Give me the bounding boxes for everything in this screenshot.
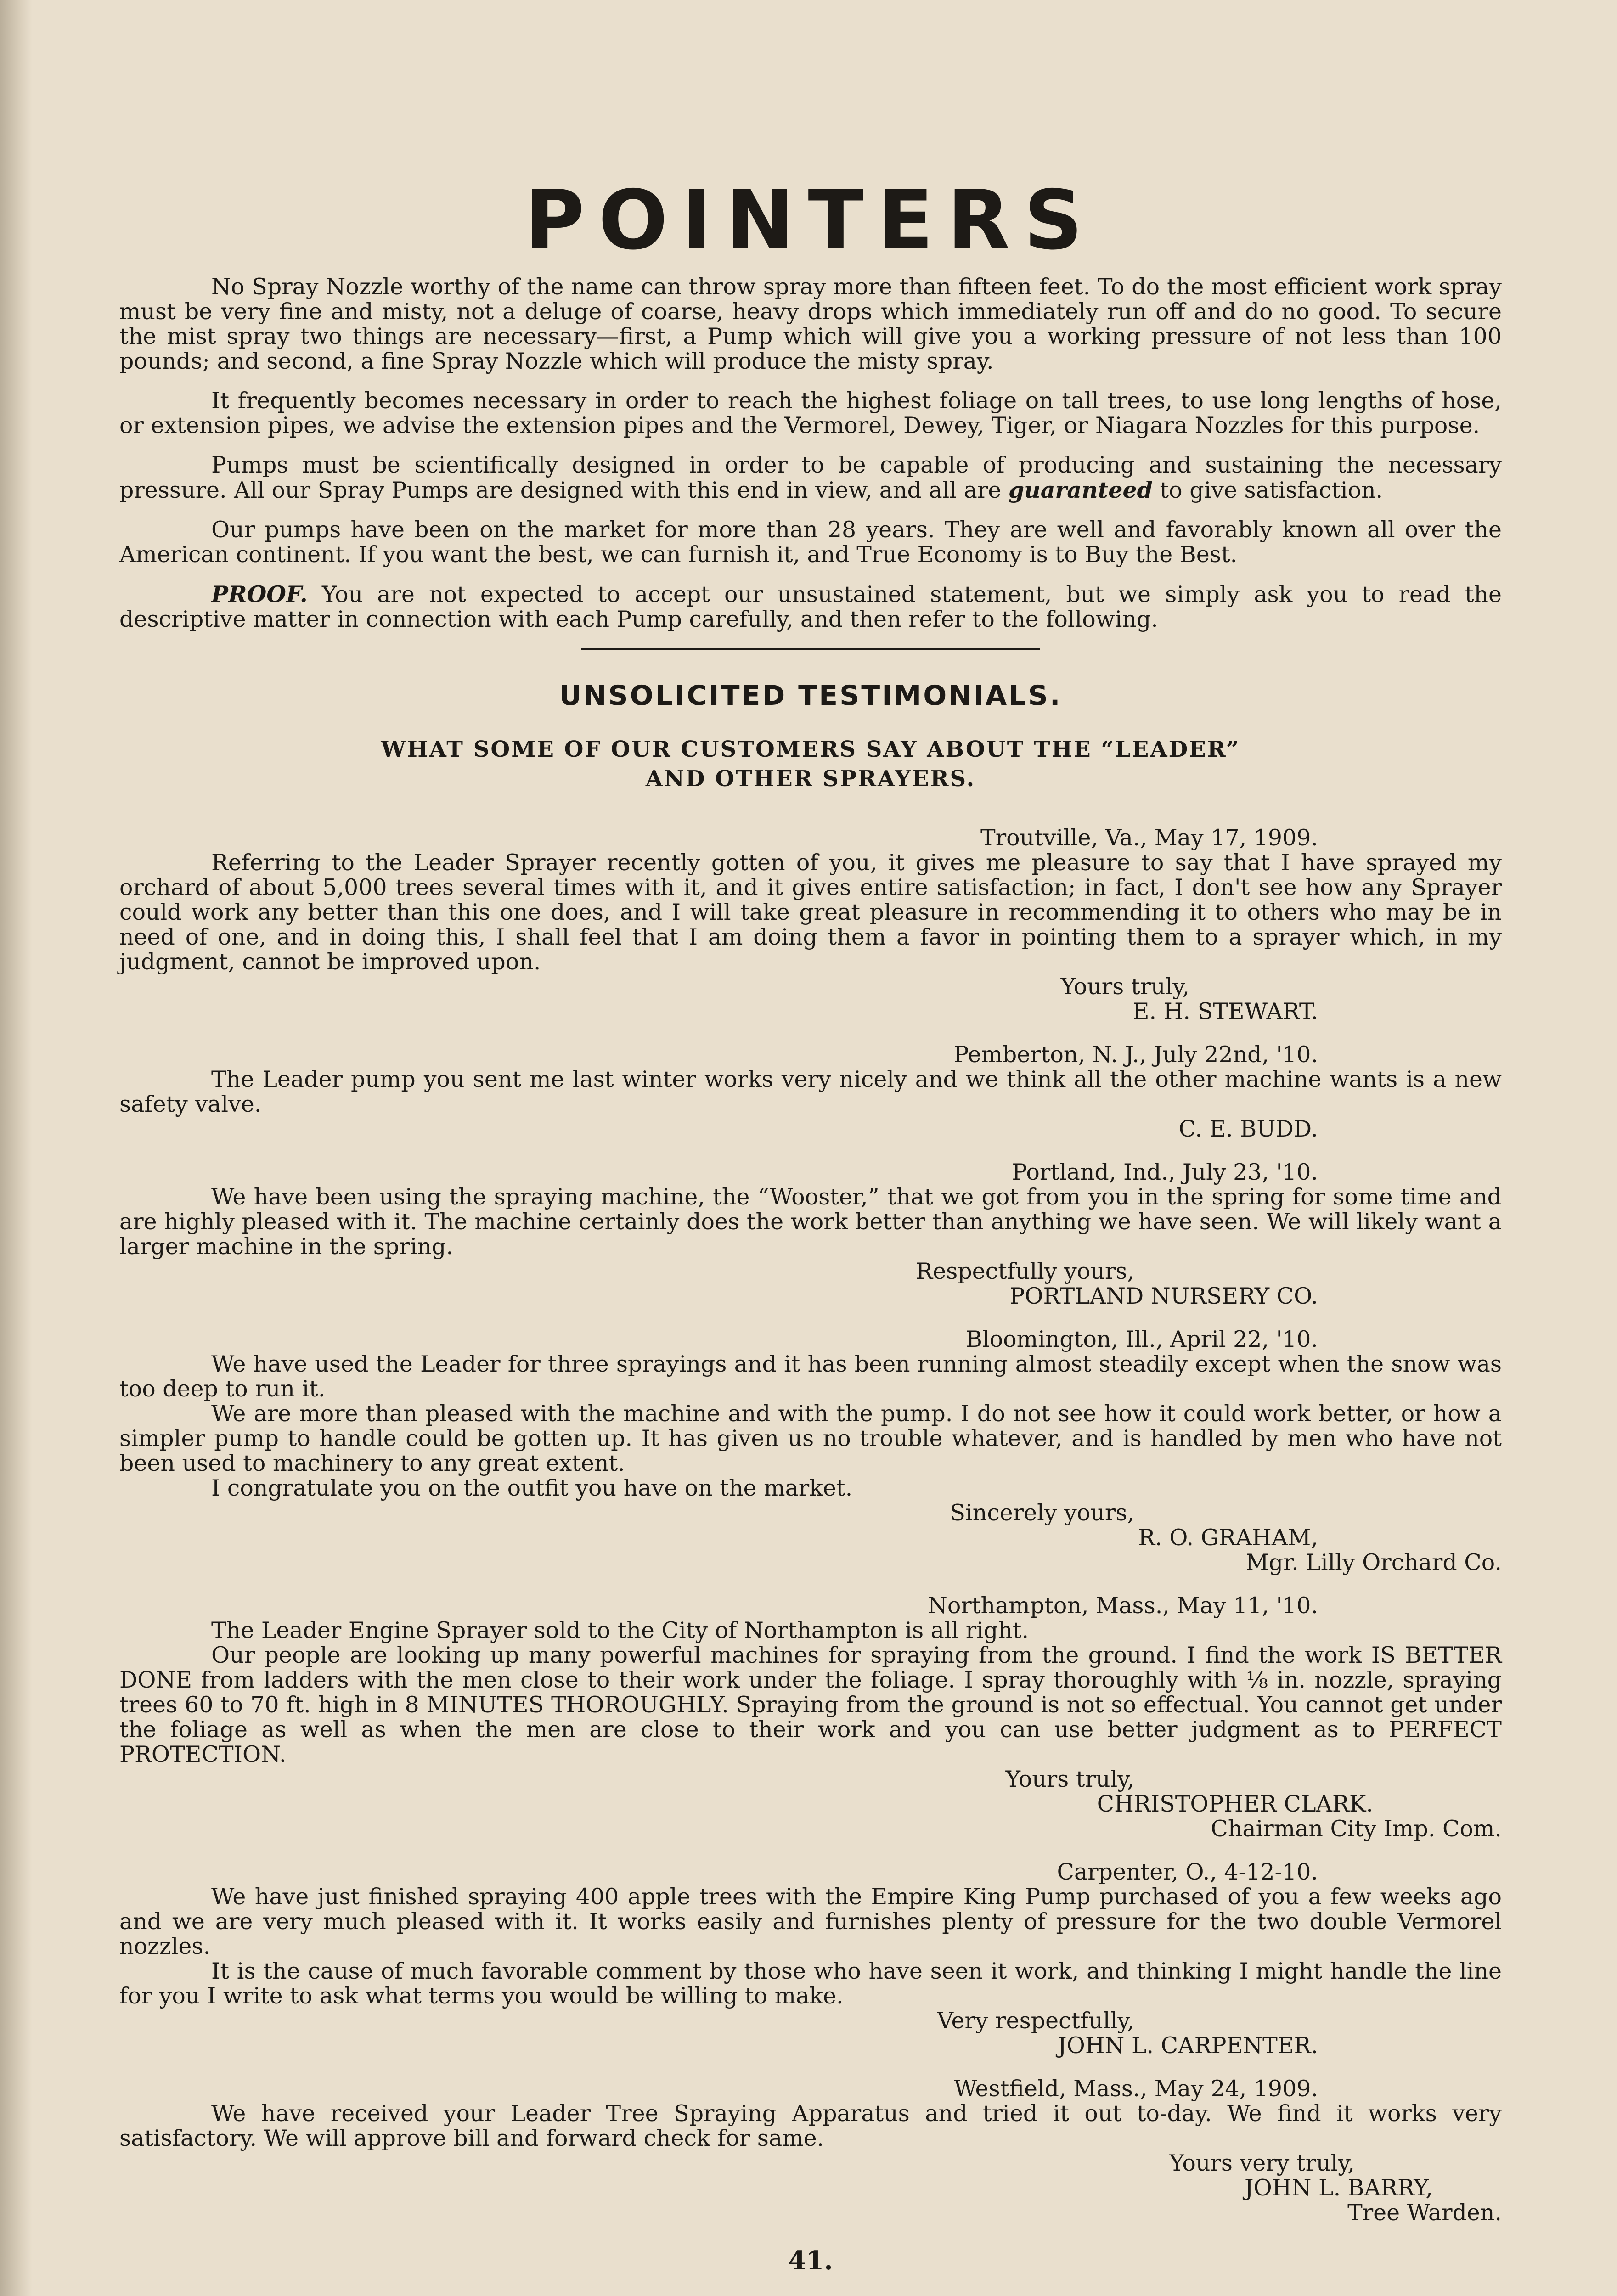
letter-body: The Leader Engine Sprayer sold to the City of Northampton is all right. bbox=[211, 1617, 1029, 1643]
letter-signature: R. O. GRAHAM, bbox=[1138, 1525, 1318, 1551]
subheading-line-1: WHAT SOME OF OUR CUSTOMERS SAY ABOUT THE “LEADER” bbox=[381, 737, 1240, 762]
pointers-paragraph-3 bbox=[119, 453, 1502, 503]
page-number: 41. bbox=[788, 2245, 833, 2276]
pointers-paragraph-4: Our pumps have been on the market for more than 28 years. They are well and favorably known all over the American continent. If you want the best, we can furnish it, and True Economy is to Buy the Best. bbox=[119, 517, 1502, 568]
letter-signature: CHRISTOPHER CLARK. bbox=[1097, 1791, 1373, 1817]
pointers-paragraph-2: It frequently becomes necessary in order to reach the highest foliage on tall trees, to use long lengths of hose, or extension pipes, we advise the extension pipes and the Vermorel, Dewey, Tiger, or Niagara Nozzles for this purpose. bbox=[119, 388, 1502, 439]
testimonial-clark bbox=[119, 1593, 1502, 1841]
testimonial-stewart bbox=[119, 826, 1502, 1024]
section-divider bbox=[581, 648, 1040, 650]
letter-body: We have been using the spraying machine, the “Wooster,” that we got from you in the spring for some time and are highly pleased with it. The machine certainly does the work better than anything we have seen. We will likely want a larger machine in the spring. bbox=[119, 1184, 1502, 1260]
letter-body: We have just finished spraying 400 apple trees with the Empire King Pump purchased of you a few weeks ago and we are very much pleased with it. It works easily and furnishes plenty of pressure for the two double Vermorel nozzles. bbox=[119, 1884, 1502, 1959]
document-page bbox=[119, 173, 1502, 2276]
pointers-p3-start: Pumps must be scientifically designed in order to be capable of producing and sustaining the necessary pressure. All our Spray Pumps are designed with this end in view, and all are bbox=[119, 452, 1502, 503]
letter-closing: Yours very truly, bbox=[1169, 2150, 1355, 2176]
letter-dateline: Carpenter, O., 4-12-10. bbox=[1057, 1859, 1318, 1885]
letter-signer-title: Chairman City Imp. Com. bbox=[1211, 1816, 1502, 1842]
letter-signer-title: Tree Warden. bbox=[1347, 2200, 1502, 2226]
letter-closing: Yours truly, bbox=[1005, 1766, 1134, 1792]
letter-signer-title: Mgr. Lilly Orchard Co. bbox=[1245, 1549, 1502, 1576]
letter-body: Our people are looking up many powerful machines for spraying from the ground. I find the work IS BETTER DONE from ladders with the men close to their work under the foliage. I spray thoroughly with ⅛ in. nozzle, spraying trees 60 to 70 ft. high in 8 MINUTES THOROUGHLY. Spraying from the ground is not so effectual. You cannot get under the foliage as well as when the men are close to their work and you can use better judgment as to PERFECT PROTECTION. bbox=[119, 1642, 1502, 1767]
letter-dateline: Bloomington, Ill., April 22, '10. bbox=[965, 1326, 1318, 1352]
guaranteed-emphasis: guaranteed bbox=[1008, 477, 1153, 503]
letter-dateline: Westfield, Mass., May 24, 1909. bbox=[954, 2076, 1318, 2102]
testimonial-budd bbox=[119, 1042, 1502, 1142]
letter-body: I congratulate you on the outfit you have on the market. bbox=[211, 1475, 853, 1501]
testimonial-barry bbox=[119, 2077, 1502, 2225]
letter-signature: JOHN L. CARPENTER. bbox=[1058, 2032, 1318, 2059]
letter-dateline: Troutville, Va., May 17, 1909. bbox=[980, 825, 1318, 851]
letter-closing: Respectfully yours, bbox=[916, 1258, 1134, 1284]
page-title: POINTERS bbox=[524, 173, 1097, 268]
letter-body: Referring to the Leader Sprayer recently gotten of you, it gives me pleasure to say that I have sprayed my orchard of about 5,000 trees several times with it, and it gives entire satisfaction; in fact, I don't see how any Sprayer could work any better than this one does, and I will take great pleasure in recommending it to others who may be in need of one, and in doing this, I shall feel that I am doing them a favor in pointing them to a sprayer which, in my judgment, cannot be improved upon. bbox=[119, 850, 1502, 975]
letter-closing: Sincerely yours, bbox=[950, 1500, 1134, 1526]
letter-dateline: Northampton, Mass., May 11, '10. bbox=[928, 1593, 1318, 1619]
letter-body: It is the cause of much favorable comment by those who have seen it work, and thinking I might handle the line for you I write to ask what terms you would be willing to make. bbox=[119, 1958, 1502, 2009]
testimonials-heading: UNSOLICITED TESTIMONIALS. bbox=[559, 680, 1062, 712]
pointers-p3-end: to give satisfaction. bbox=[1160, 477, 1383, 503]
page-gutter-shadow bbox=[0, 0, 32, 2296]
testimonial-portland bbox=[119, 1160, 1502, 1309]
pointers-paragraph-5 bbox=[119, 582, 1502, 632]
letter-signature: JOHN L. BARRY, bbox=[1245, 2175, 1433, 2201]
pointers-paragraph-1: No Spray Nozzle worthy of the name can throw spray more than fifteen feet. To do the most efficient work spray must be very fine and misty, not a deluge of coarse, heavy drops which immediately run off and do no good. To secure the mist spray two things are necessary—first, a Pump which will give you a working pressure of not less than 100 pounds; and second, a fine Spray Nozzle which will produce the misty spray. bbox=[119, 274, 1502, 374]
testimonial-graham bbox=[119, 1327, 1502, 1575]
letter-body: We are more than pleased with the machine and with the pump. I do not see how it could work better, or how a simpler pump to handle could be gotten up. It has given us no trouble whatever, and is handled by men who have not been used to machinery to any great extent. bbox=[119, 1401, 1502, 1476]
letter-signature: E. H. STEWART. bbox=[1132, 998, 1318, 1024]
proof-emphasis: PROOF. bbox=[211, 581, 308, 608]
subheading-line-2: AND OTHER SPRAYERS. bbox=[645, 766, 976, 792]
letter-signature: C. E. BUDD. bbox=[1178, 1116, 1318, 1142]
letter-closing: Yours truly, bbox=[1060, 974, 1189, 1000]
letter-closing: Very respectfully, bbox=[937, 2008, 1134, 2034]
testimonial-carpenter bbox=[119, 1860, 1502, 2058]
letter-signature: PORTLAND NURSERY CO. bbox=[1009, 1283, 1318, 1309]
testimonials-subheading bbox=[119, 735, 1502, 793]
letter-dateline: Portland, Ind., July 23, '10. bbox=[1012, 1159, 1318, 1185]
letter-dateline: Pemberton, N. J., July 22nd, '10. bbox=[953, 1041, 1318, 1068]
letter-body: The Leader pump you sent me last winter works very nicely and we think all the other machine wants is a new safety valve. bbox=[119, 1066, 1502, 1117]
letter-body: We have received your Leader Tree Spraying Apparatus and tried it out to-day. We find it works very satisfactory. We will approve bill and forward check for same. bbox=[119, 2100, 1502, 2151]
pointers-p5-text: You are not expected to accept our unsustained statement, but we simply ask you to read the descriptive matter in connection with each Pump carefully, and then refer to the following. bbox=[119, 581, 1502, 632]
letter-body: We have used the Leader for three sprayings and it has been running almost steadily except when the snow was too deep to run it. bbox=[119, 1351, 1502, 1402]
